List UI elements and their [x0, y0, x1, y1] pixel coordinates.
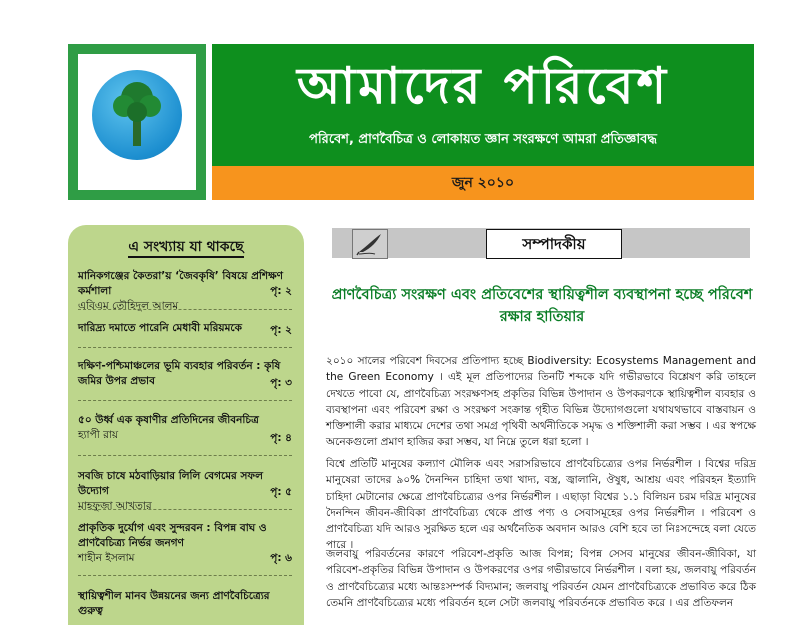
toc-heading: এ সংখ্যায় যা থাকছে: [68, 235, 304, 259]
toc-item-page: পৃ: ৪: [270, 432, 292, 444]
logo-frame: [68, 44, 206, 200]
toc-item-page: পৃ: ৬: [270, 552, 292, 564]
newsletter-title: আমাদের পরিবেশ: [296, 57, 670, 115]
toc-divider: [78, 575, 292, 576]
toc-item[interactable]: [78, 469, 292, 514]
toc-item-author: এবিএম তৌহিদুল আলম: [78, 300, 179, 312]
editorial-label: সম্পাদকীয়: [486, 229, 622, 259]
toc-item-title: স্থায়িত্বশীল মানব উন্নয়নের জন্য প্রাণবৈচিত্র্যের গুরুত্ব: [78, 590, 270, 617]
toc-item-title: মানিকগঞ্জের কৈতরা’য় ‘জৈবকৃষি’ বিষয়ে প্রশিক্ষণ কর্মশালা: [78, 270, 283, 297]
toc-item-title: দারিদ্র্য দমাতে পারেনি মেধাবী মরিয়মকে: [78, 322, 242, 334]
quill-icon: [353, 230, 387, 258]
toc-item[interactable]: [78, 359, 292, 389]
toc-item-title: সবজি চাষে মঠবাড়িয়ার লিলি বেগমের সফল উদ্যোগ: [78, 470, 263, 497]
toc-item-page: পৃ: ৩: [270, 377, 292, 389]
toc-item-page: পৃ: ২: [270, 285, 292, 297]
toc-item[interactable]: [78, 521, 292, 566]
toc-divider: [78, 400, 292, 401]
editorial-headline: প্রাণবৈচিত্র্য সংরক্ষণ এবং প্রতিবেশের স্থায়িত্বশীল ব্যবস্থাপনা হচ্ছে পরিবেশ রক্ষার হাতিয়ার: [331, 287, 753, 325]
toc-item-page: পৃ: ৫: [270, 486, 292, 498]
toc-item[interactable]: [78, 269, 292, 314]
toc-divider: [78, 455, 292, 456]
toc-item-author: হ্যাপী রায়: [78, 429, 119, 441]
toc-item-title: প্রাকৃতিক দুর্যোগ এবং সুন্দরবন : বিপন্ন বাঘ ও প্রাণবৈচিত্র্য নির্ভর জনগণ: [78, 522, 267, 549]
logo-globe: [92, 70, 182, 160]
quill-icon-box: [352, 229, 388, 259]
editorial-paragraph: বিশ্বে প্রতিটি মানুষের কল্যাণ মৌলিক এবং সরাসরিভাবে প্রাণবৈচিত্র্যের ওপর নির্ভরশীল । বিশ্বের দরিদ্র মানুষেরা তাদের ৯০% দৈনন্দিন চাহিদা তথা খাদ্য, বস্ত্র, জ্বালানি, ঔষুধ, আশ্রয় এবং পরিবহন ইত্যাদি চাহিদা মেটানোর ক্ষেত্রে প্রাণবৈচিত্র্যের ওপর নির্ভরশীল । এছাড়া বিশ্বের ১.১ বিলিয়ন চরম দরিদ্র মানুষের দৈনন্দিন জীবন-জীবিকা প্রাণবৈচিত্র্য থেকে প্রাপ্ত পণ্য ও সেবাসমূহের ওপর নির্ভরশীল । পরিবেশ ও প্রাণবৈচিত্র্য যদি আরও সুরক্ষিত হলে এর অর্থনৈতিক অবদান আরও বেশি হবে তা নিঃসন্দেহে বলা যেতে পারে ।: [326, 458, 756, 552]
newsletter-tagline: পরিবেশ, প্রাণবৈচিত্র ও লোকায়ত জ্ঞান সংরক্ষণে আমরা প্রতিজ্ঞাবদ্ধ: [309, 132, 657, 147]
toc-item[interactable]: [78, 321, 292, 336]
toc-item-title: ৫০ উর্ধ্ব এক কৃষাণীর প্রতিদিনের জীবনচিত্র: [78, 414, 259, 426]
tree-icon: [92, 70, 182, 160]
issue-date: জুন ২০১০: [451, 175, 515, 191]
logo: [78, 54, 196, 190]
table-of-contents: [68, 225, 304, 625]
toc-item-author: মাহফুজা আখতার: [78, 500, 152, 512]
editorial-paragraph: ২০১০ সালের পরিবেশ দিবসের প্রতিপাদ্য হচ্ছে Biodiversity: Ecosystems Management and the Green Economy । এই মূল প্রতিপাদ্যের তিনটি শব্দকে যদি গভীরভাবে বিশ্লেষণ করি তাহলে দেখতে পাবো যে, প্রাণবৈচিত্র্য সংরক্ষণসহ প্রকৃতির বিভিন্ন উপাদান ও উপকরণকে স্থায়িত্বশীল ব্যবহার ও ব্যবস্থাপনা এবং পরিবেশ রক্ষা ও সংরক্ষণ সংক্রান্ত গৃহীত বিভিন্ন উদ্যোগগুলো যথাযথভাবে বাস্তবায়ন ও শক্তিশালী করার মাধ্যমে দেশের তথা সমগ্র পৃথিবী অর্থনীতিকে সমৃদ্ধ ও শক্তিশালী করা সম্ভব । এর স্বপক্ষে অনেকগুলো প্রমাণ হাজির করা সম্ভব, যা নিম্নে তুলে ধরা হলো ।: [326, 355, 756, 449]
title-banner: [212, 44, 754, 166]
toc-item[interactable]: [78, 413, 292, 443]
toc-divider: [78, 309, 292, 310]
toc-item-title: দক্ষিণ-পশ্চিমাঞ্চলের ভূমি ব্যবহার পরিবর্তন : কৃষি জমির উপর প্রভাব: [78, 360, 281, 387]
toc-item[interactable]: [78, 589, 292, 619]
editorial-paragraph: জলবায়ু পরিবর্তনের কারণে পরিবেশ-প্রকৃতি আজ বিপন্ন; বিপন্ন সেসব মানুষের জীবন-জীবিকা, যা পরিবেশ-প্রকৃতির বিভিন্ন উপাদান ও উপকরণের ওপর গভীরভাবে নির্ভরশীল । বলা হয়, জলবায়ু পরিবর্তন ও প্রাণবৈচিত্র্যের মধ্যে আন্তঃসম্পর্ক বিদ্যমান; জলবায়ু পরিবর্তন যেমন প্রাণবৈচিত্র্যকে প্রভাবিত করে ঠিক তেমনি প্রাণবৈচিত্র্যের মধ্যে পরিবর্তন হলে সেটা জলবায়ু পরিবর্তনকে প্রভাবিত করে । এর প্রতিফলন: [326, 548, 756, 609]
toc-divider: [78, 347, 292, 348]
toc-item-page: পৃ: ২: [270, 324, 292, 336]
logo-text: BARCIK: [104, 160, 170, 176]
toc-item-author: শাহীন ইসলাম: [78, 552, 135, 564]
toc-divider: [78, 509, 292, 510]
date-banner: [212, 166, 754, 200]
